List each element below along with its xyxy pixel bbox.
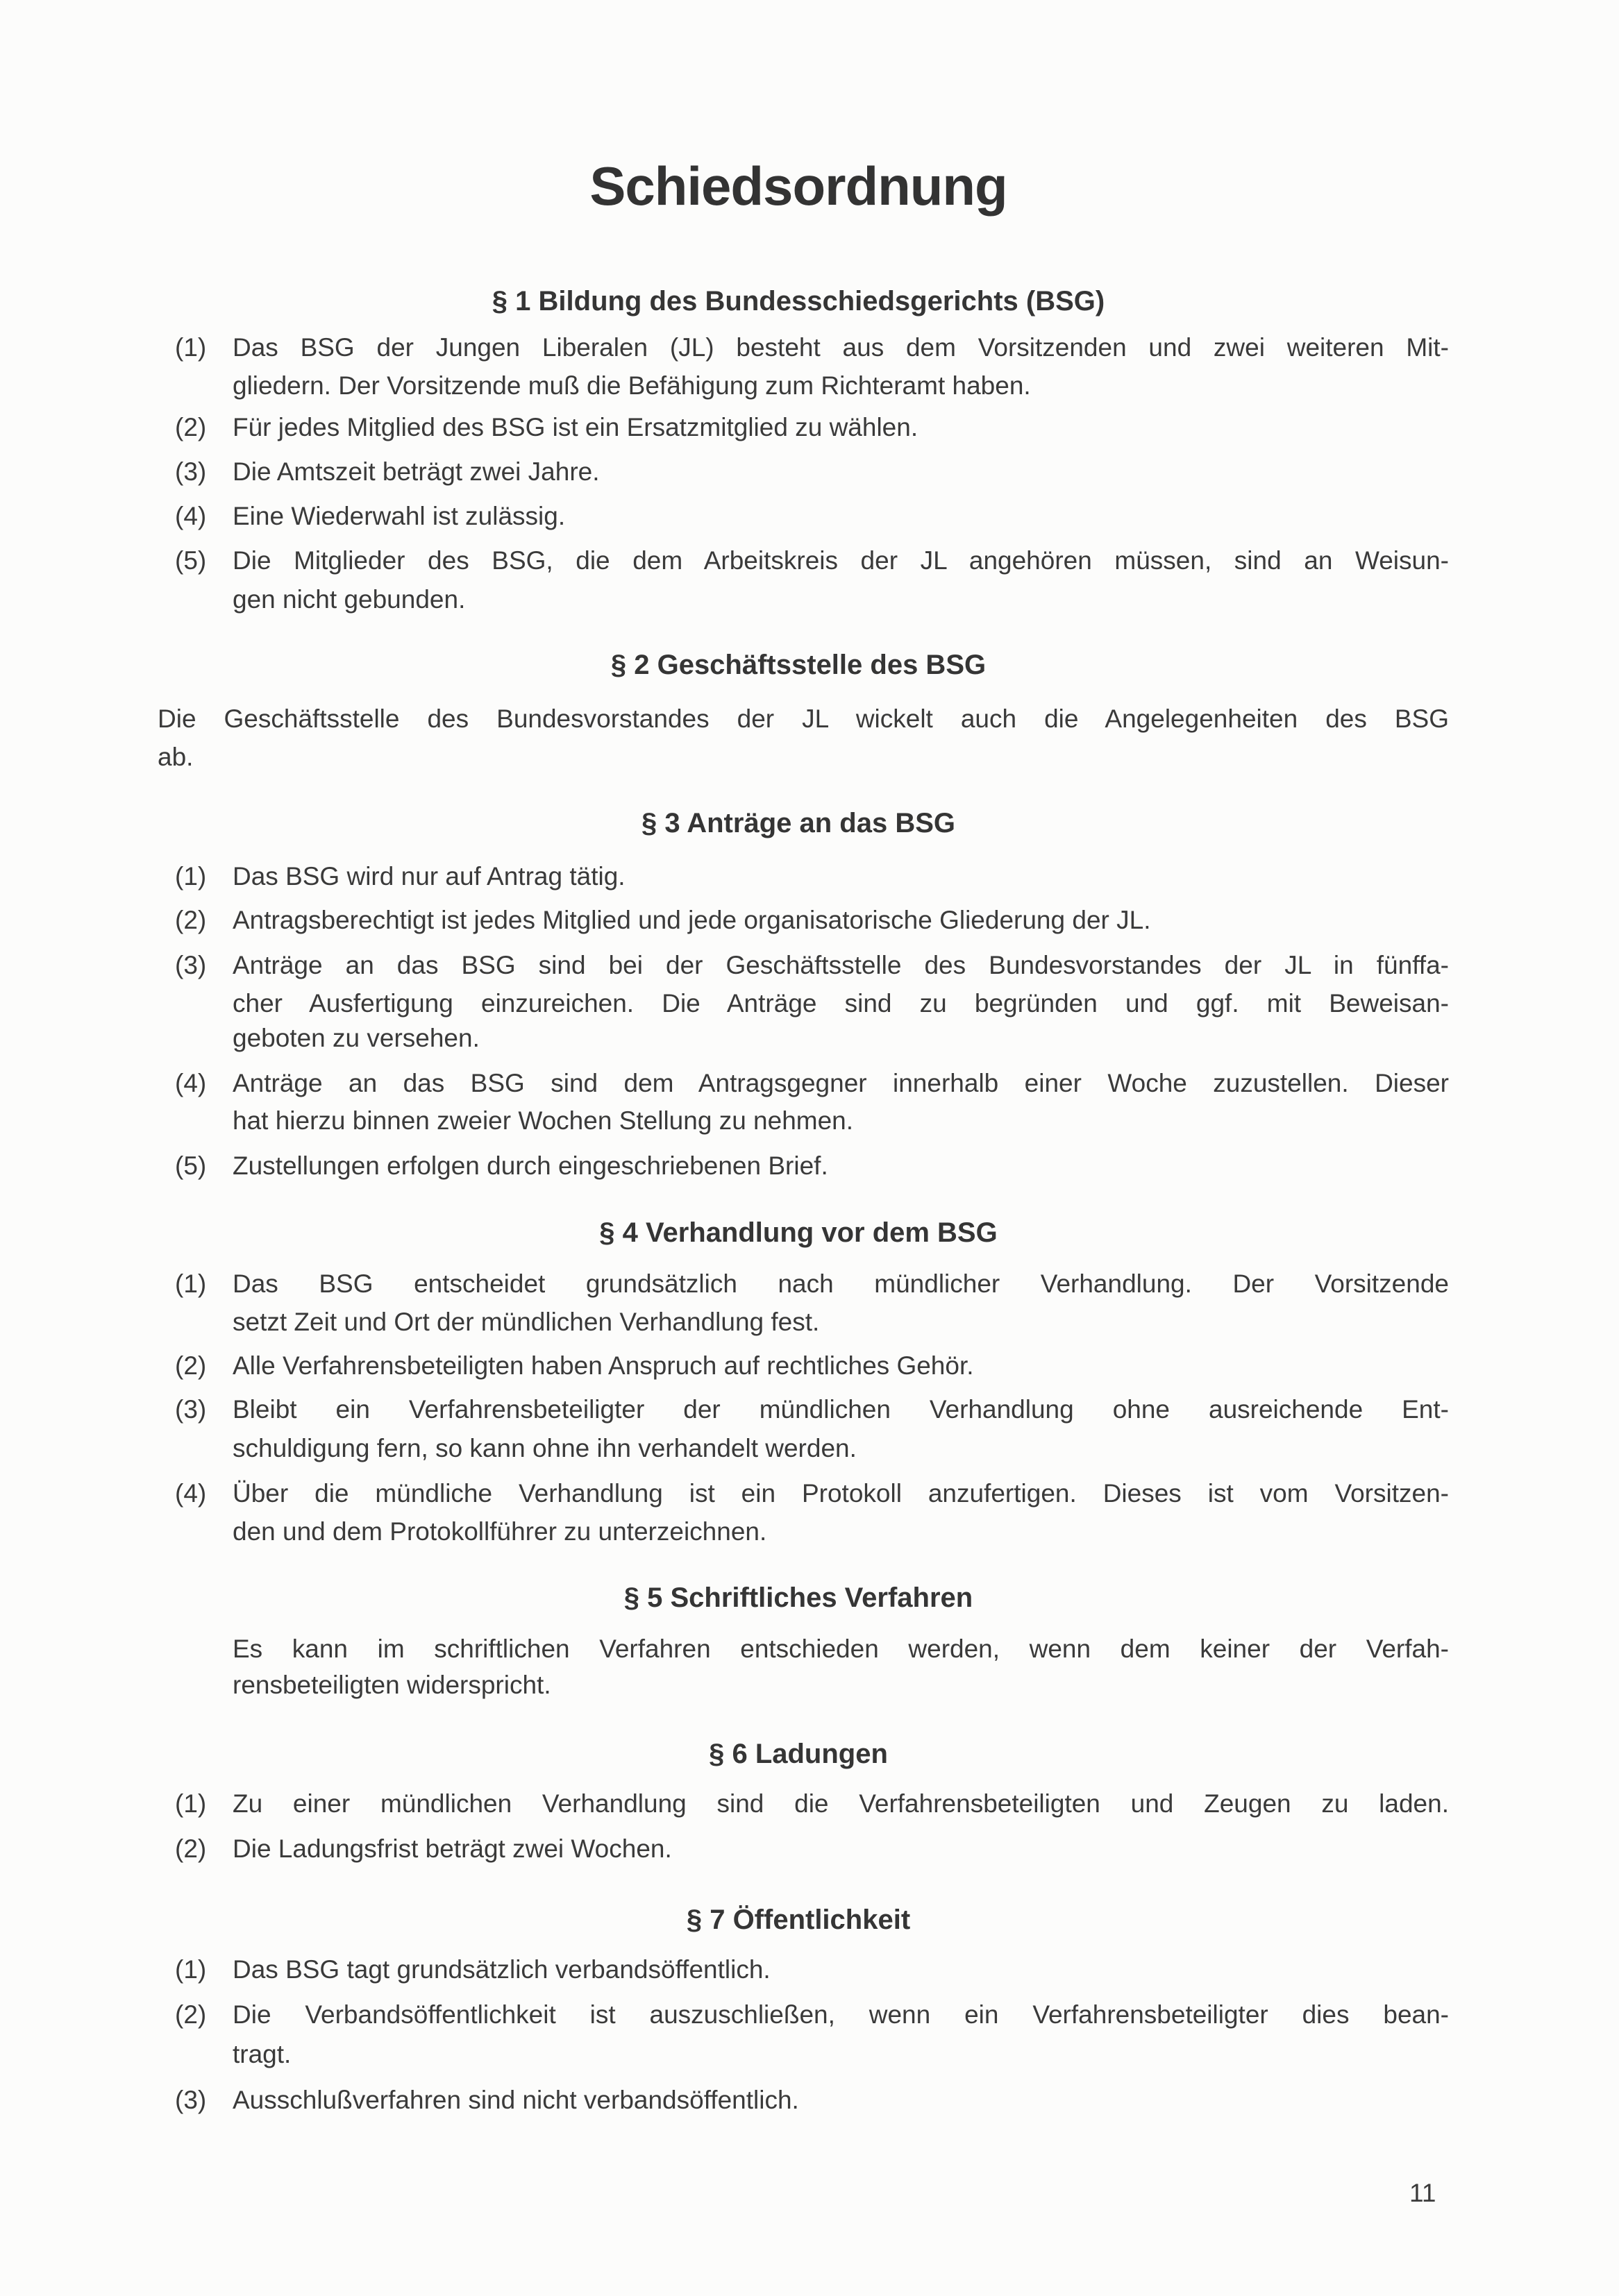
item-number: (5)	[175, 546, 207, 575]
item-text-line: Die Amtszeit beträgt zwei Jahre.	[233, 457, 600, 486]
paragraph-line: ab.	[158, 743, 194, 771]
section-heading: § 6 Ladungen	[709, 1739, 888, 1769]
item-text-line: hat hierzu binnen zweier Wochen Stellung zu nehmen.	[233, 1106, 854, 1135]
item-text-line: Über die mündliche Verhandlung ist ein Protokoll anzufertigen. Dieses ist vom Vorsitzen-	[233, 1479, 1449, 1508]
item-text-line: Alle Verfahrensbeteiligten haben Anspruch auf rechtliches Gehör.	[233, 1351, 974, 1380]
item-number: (5)	[175, 1151, 207, 1180]
item-number: (1)	[175, 333, 207, 362]
item-text-line: Die Mitglieder des BSG, die dem Arbeitskreis der JL angehören müssen, sind an Weisun-	[233, 546, 1449, 575]
page-title: Schiedsordnung	[589, 155, 1007, 217]
item-text-line: Das BSG tagt grundsätzlich verbandsöffentlich.	[233, 1955, 771, 1984]
section-heading: § 7 Öffentlichkeit	[686, 1905, 911, 1935]
item-text-line: Antragsberechtigt ist jedes Mitglied und jede organisatorische Gliederung der JL.	[233, 906, 1151, 934]
item-number: (3)	[175, 1395, 207, 1424]
item-number: (1)	[175, 1789, 207, 1818]
item-number: (4)	[175, 1069, 207, 1097]
item-number: (4)	[175, 1479, 207, 1508]
section-heading: § 1 Bildung des Bundesschiedsgerichts (BSG)	[492, 286, 1105, 316]
item-text-line: Ausschlußverfahren sind nicht verbandsöffentlich.	[233, 2086, 799, 2114]
item-number: (1)	[175, 862, 207, 890]
item-text-line: Zustellungen erfolgen durch eingeschriebenen Brief.	[233, 1151, 828, 1180]
item-text-line: Das BSG wird nur auf Antrag tätig.	[233, 862, 626, 890]
item-number: (1)	[175, 1269, 207, 1298]
item-text-line: Bleibt ein Verfahrensbeteiligter der mündlichen Verhandlung ohne ausreichende Ent-	[233, 1395, 1449, 1424]
item-number: (4)	[175, 502, 207, 530]
paragraph-line: rensbeteiligten widerspricht.	[233, 1671, 551, 1699]
item-text-line: gliedern. Der Vorsitzende muß die Befähigung zum Richteramt haben.	[233, 371, 1031, 400]
item-text-line: schuldigung fern, so kann ohne ihn verhandelt werden.	[233, 1434, 857, 1462]
item-text-line: Anträge an das BSG sind bei der Geschäftsstelle des Bundesvorstandes der JL in fünffa-	[233, 951, 1449, 979]
paragraph-line: Es kann im schriftlichen Verfahren entschieden werden, wenn dem keiner der Verfah-	[233, 1635, 1449, 1663]
item-text-line: Anträge an das BSG sind dem Antragsgegner innerhalb einer Woche zuzustellen. Dieser	[233, 1069, 1449, 1097]
item-text-line: setzt Zeit und Ort der mündlichen Verhandlung fest.	[233, 1308, 820, 1336]
section-heading: § 5 Schriftliches Verfahren	[623, 1582, 973, 1613]
item-text-line: Die Ladungsfrist beträgt zwei Wochen.	[233, 1834, 672, 1863]
item-number: (3)	[175, 2086, 207, 2114]
item-text-line: Eine Wiederwahl ist zulässig.	[233, 502, 566, 530]
item-text-line: Zu einer mündlichen Verhandlung sind die Verfahrensbeteiligten und Zeugen zu laden.	[233, 1789, 1449, 1818]
item-text-line: gen nicht gebunden.	[233, 585, 466, 614]
section-heading: § 4 Verhandlung vor dem BSG	[599, 1217, 998, 1248]
section-heading: § 3 Anträge an das BSG	[641, 808, 955, 838]
item-text-line: cher Ausfertigung einzureichen. Die Anträge sind zu begründen und ggf. mit Beweisan-	[233, 989, 1449, 1018]
item-text-line: Für jedes Mitglied des BSG ist ein Ersatzmitglied zu wählen.	[233, 413, 918, 441]
item-text-line: Die Verbandsöffentlichkeit ist auszuschließen, wenn ein Verfahrensbeteiligter dies bean-	[233, 2000, 1449, 2029]
item-number: (1)	[175, 1955, 207, 1984]
item-text-line: den und dem Protokollführer zu unterzeichnen.	[233, 1517, 767, 1546]
item-number: (2)	[175, 906, 207, 934]
item-number: (3)	[175, 951, 207, 979]
item-text-line: Das BSG entscheidet grundsätzlich nach mündlicher Verhandlung. Der Vorsitzende	[233, 1269, 1449, 1298]
item-text-line: Das BSG der Jungen Liberalen (JL) besteht aus dem Vorsitzenden und zwei weiteren Mit-	[233, 333, 1449, 362]
item-number: (2)	[175, 1834, 207, 1863]
page-number: 11	[1409, 2179, 1436, 2207]
item-number: (2)	[175, 413, 207, 441]
item-text-line: geboten zu versehen.	[233, 1024, 480, 1052]
item-number: (2)	[175, 1351, 207, 1380]
item-text-line: tragt.	[233, 2040, 292, 2068]
item-number: (3)	[175, 457, 207, 486]
paragraph-line: Die Geschäftsstelle des Bundesvorstandes der JL wickelt auch die Angelegenheiten des BSG	[158, 704, 1449, 733]
section-heading: § 2 Geschäftsstelle des BSG	[610, 650, 987, 680]
item-number: (2)	[175, 2000, 207, 2029]
